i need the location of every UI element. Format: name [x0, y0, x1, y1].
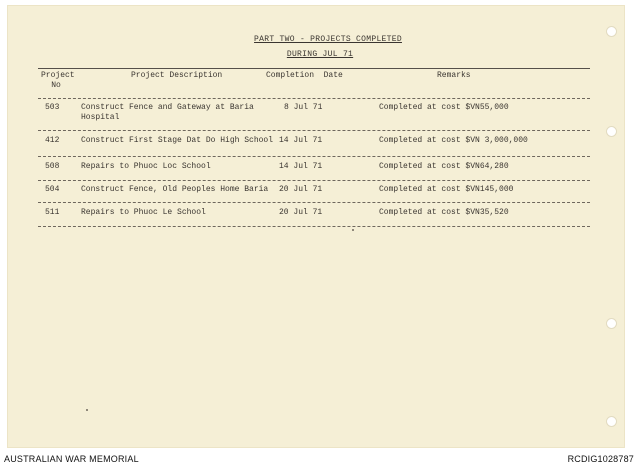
archive-credit: AUSTRALIAN WAR MEMORIAL [4, 454, 139, 464]
column-header-completion-date: Completion Date [266, 71, 343, 80]
remarks: Completed at cost $VN 3,000,000 [379, 136, 528, 145]
project-description: Repairs to Phuoc Le School [81, 208, 206, 217]
remarks: Completed at cost $VN55,000 [379, 103, 509, 112]
row-rule [38, 202, 590, 203]
column-header-remarks: Remarks [437, 71, 471, 80]
project-description: Repairs to Phuoc Loc School [81, 162, 211, 171]
remarks: Completed at cost $VN64,280 [379, 162, 509, 171]
column-header-project-no: Project No [41, 71, 75, 90]
remarks: Completed at cost $VN35,520 [379, 208, 509, 217]
completion-date: 20 Jul 71 [279, 185, 323, 194]
punch-hole [606, 416, 617, 427]
punch-hole [606, 126, 617, 137]
row-rule [38, 130, 590, 131]
project-description: Construct Fence and Gateway at Baria Hospital [81, 103, 254, 122]
punch-hole [606, 318, 617, 329]
project-number: 504 [45, 185, 60, 194]
document-title: PART TWO - PROJECTS COMPLETED [254, 35, 402, 44]
remarks: Completed at cost $VN145,000 [379, 185, 514, 194]
project-description: Construct First Stage Dat Do High School [81, 136, 274, 145]
document-subtitle: DURING JUL 71 [286, 50, 354, 59]
column-header-description: Project Description [131, 71, 223, 80]
project-number: 511 [45, 208, 60, 217]
header-rule [38, 98, 590, 99]
completion-date: 14 Jul 71 [279, 136, 323, 145]
paper-speck [352, 229, 354, 231]
row-rule [38, 156, 590, 157]
archive-reference: RCDIG1028787 [567, 454, 634, 464]
project-number: 412 [45, 136, 60, 145]
row-rule [38, 180, 590, 181]
table-top-rule [38, 68, 590, 69]
project-description: Construct Fence, Old Peoples Home Baria [81, 185, 269, 194]
paper-speck [86, 409, 88, 411]
table-bottom-rule [38, 226, 590, 227]
completion-date: 8 Jul 71 [284, 103, 323, 112]
completion-date: 14 Jul 71 [279, 162, 323, 171]
completion-date: 20 Jul 71 [279, 208, 323, 217]
project-number: 503 [45, 103, 60, 112]
project-number: 508 [45, 162, 60, 171]
